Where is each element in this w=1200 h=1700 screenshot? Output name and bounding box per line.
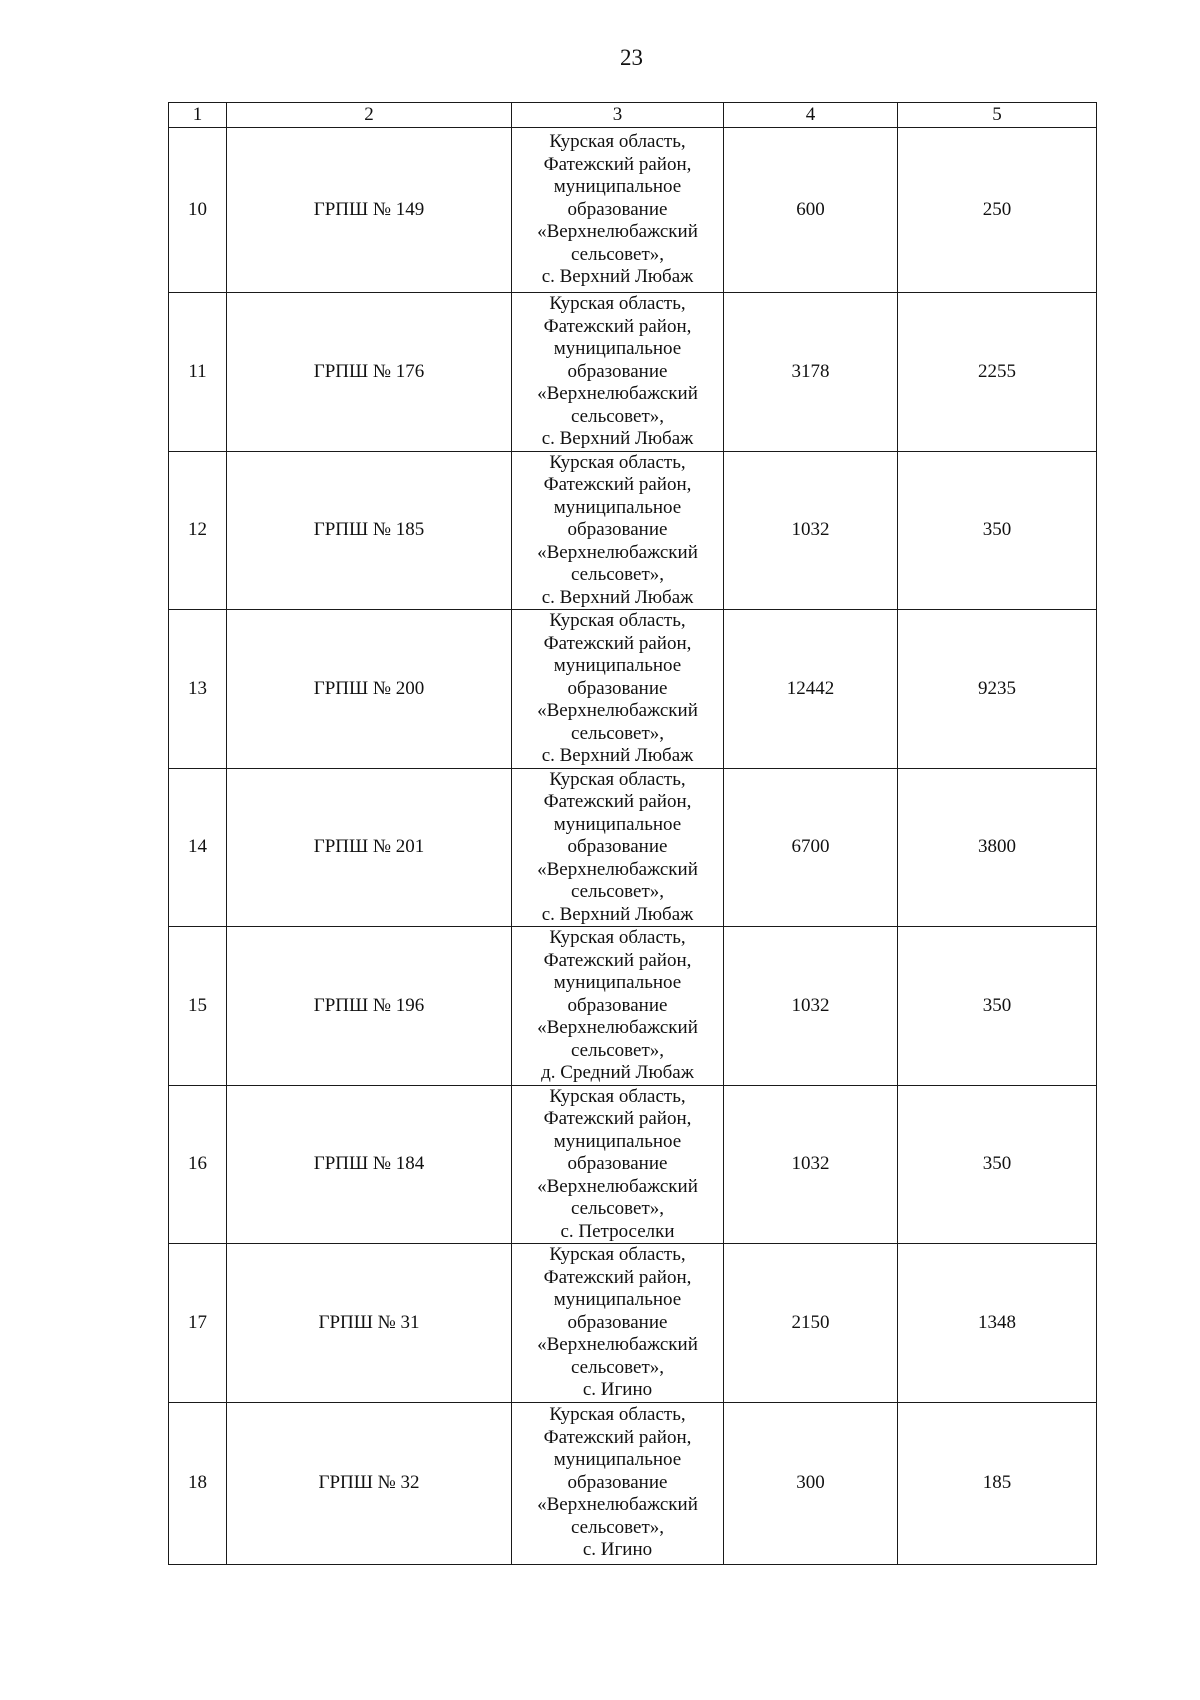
row-number-cell: 10 <box>169 128 227 293</box>
row-number-cell: 13 <box>169 610 227 769</box>
address-line: Курская область, <box>549 1085 686 1107</box>
address-line: «Верхнелюбажский <box>537 541 698 563</box>
address-line: образование <box>567 1471 668 1493</box>
object-name-cell: ГРПШ № 184 <box>227 1085 512 1244</box>
address-line: Курская область, <box>549 768 686 790</box>
address-line: образование <box>567 519 668 540</box>
address-line: Курская область, <box>549 293 686 314</box>
address-line: образование <box>567 360 668 382</box>
address-cell <box>512 128 724 293</box>
address-line: муниципальное <box>553 813 682 835</box>
address-line: Фатежский район, <box>543 1266 692 1288</box>
table-row <box>169 128 1097 293</box>
address-line: «Верхнелюбажский <box>537 1175 698 1197</box>
value-cell-col4: 1032 <box>724 1085 898 1244</box>
table-row <box>169 451 1097 610</box>
address-cell <box>512 768 724 927</box>
row-number-cell: 18 <box>169 1402 227 1564</box>
object-name-cell: ГРПШ № 32 <box>227 1402 512 1564</box>
address-line: муниципальное <box>553 972 682 993</box>
object-name-cell: ГРПШ № 31 <box>227 1244 512 1403</box>
address-line: «Верхнелюбажский <box>537 1494 698 1516</box>
address-cell <box>512 1244 724 1403</box>
address-cell <box>512 610 724 769</box>
address-line: сельсовет», <box>570 1516 665 1538</box>
address-cell <box>512 927 724 1086</box>
address-line: «Верхнелюбажский <box>537 221 698 243</box>
value-cell-col4: 2150 <box>724 1244 898 1403</box>
table-row <box>169 1085 1097 1244</box>
table-row <box>169 1402 1097 1564</box>
table-row <box>169 293 1097 452</box>
address-line: Фатежский район, <box>543 632 692 654</box>
address-line: сельсовет», <box>570 1198 665 1219</box>
address-line: муниципальное <box>553 1449 682 1471</box>
header-cell: 1 <box>169 103 227 128</box>
value-cell-col4: 1032 <box>724 451 898 610</box>
address-line: Фатежский район, <box>543 1426 692 1448</box>
value-cell-col5: 3800 <box>898 768 1097 927</box>
row-number-cell: 11 <box>169 293 227 452</box>
address-line: образование <box>567 677 668 699</box>
value-cell-col5: 9235 <box>898 610 1097 769</box>
value-cell-col5: 185 <box>898 1402 1097 1564</box>
value-cell-col4: 600 <box>724 128 898 293</box>
value-cell-col4: 3178 <box>724 293 898 452</box>
table-row <box>169 927 1097 1086</box>
value-cell-col5: 350 <box>898 1085 1097 1244</box>
address-line: образование <box>567 1311 668 1333</box>
header-cell: 4 <box>724 103 898 128</box>
row-number-cell: 12 <box>169 451 227 610</box>
address-line: с. Верхний Любаж <box>541 428 694 449</box>
address-line: д. Средний Любаж <box>541 1062 694 1083</box>
address-line: «Верхнелюбажский <box>537 1334 698 1355</box>
address-line: образование <box>567 198 668 220</box>
address-line: с. Верхний Любаж <box>541 903 694 925</box>
object-name-cell: ГРПШ № 201 <box>227 768 512 927</box>
row-number-cell: 15 <box>169 927 227 1086</box>
address-line: Фатежский район, <box>543 474 692 495</box>
address-cell <box>512 293 724 452</box>
table-row <box>169 1244 1097 1403</box>
address-line: образование <box>567 994 668 1016</box>
object-name-cell: ГРПШ № 196 <box>227 927 512 1086</box>
row-number-cell: 16 <box>169 1085 227 1244</box>
data-table <box>168 102 1097 1565</box>
table-header-row <box>169 103 1097 128</box>
value-cell-col5: 2255 <box>898 293 1097 452</box>
address-line: Курская область, <box>549 131 686 153</box>
address-cell <box>512 451 724 610</box>
address-line: с. Верхний Любаж <box>541 266 694 288</box>
address-line: сельсовет», <box>570 722 665 744</box>
address-line: сельсовет», <box>570 1039 665 1061</box>
value-cell-col5: 250 <box>898 128 1097 293</box>
table-row <box>169 610 1097 769</box>
address-line: Фатежский район, <box>543 315 692 337</box>
address-line: сельсовет», <box>570 564 665 585</box>
address-line: «Верхнелюбажский <box>537 1017 698 1038</box>
header-cell: 2 <box>227 103 512 128</box>
address-line: с. Верхний Любаж <box>541 586 694 608</box>
value-cell-col4: 1032 <box>724 927 898 1086</box>
row-number-cell: 17 <box>169 1244 227 1403</box>
address-line: сельсовет», <box>570 1356 665 1378</box>
object-name-cell: ГРПШ № 149 <box>227 128 512 293</box>
address-line: образование <box>567 836 668 857</box>
address-line: Курская область, <box>549 610 686 631</box>
address-line: Фатежский район, <box>543 949 692 971</box>
address-line: Курская область, <box>549 927 686 948</box>
value-cell-col5: 350 <box>898 451 1097 610</box>
address-line: сельсовет», <box>570 243 665 265</box>
row-number-cell: 14 <box>169 768 227 927</box>
address-line: муниципальное <box>553 1130 682 1152</box>
address-line: с. Игино <box>582 1539 653 1561</box>
address-line: Курская область, <box>549 1404 686 1426</box>
address-line: Курская область, <box>549 1244 686 1265</box>
header-cell: 3 <box>512 103 724 128</box>
address-line: с. Игино <box>582 1379 653 1400</box>
address-line: с. Петроселки <box>560 1220 675 1242</box>
address-cell <box>512 1402 724 1564</box>
address-line: Фатежский район, <box>543 153 692 175</box>
object-name-cell: ГРПШ № 185 <box>227 451 512 610</box>
address-line: Курская область, <box>549 451 686 473</box>
object-name-cell: ГРПШ № 176 <box>227 293 512 452</box>
address-line: Фатежский район, <box>543 1108 692 1129</box>
address-line: «Верхнелюбажский <box>537 383 698 404</box>
address-line: муниципальное <box>553 496 682 518</box>
header-cell: 5 <box>898 103 1097 128</box>
value-cell-col4: 300 <box>724 1402 898 1564</box>
object-name-cell: ГРПШ № 200 <box>227 610 512 769</box>
page-number: 23 <box>620 45 643 70</box>
table-row <box>169 768 1097 927</box>
address-cell <box>512 1085 724 1244</box>
address-line: сельсовет», <box>570 405 665 427</box>
value-cell-col5: 350 <box>898 927 1097 1086</box>
address-line: образование <box>567 1153 668 1174</box>
value-cell-col4: 12442 <box>724 610 898 769</box>
address-line: «Верхнелюбажский <box>537 858 698 880</box>
address-line: муниципальное <box>553 176 682 198</box>
address-line: «Верхнелюбажский <box>537 700 698 721</box>
address-line: муниципальное <box>553 655 682 676</box>
address-line: Фатежский район, <box>543 791 692 812</box>
value-cell-col4: 6700 <box>724 768 898 927</box>
address-line: с. Верхний Любаж <box>541 745 694 766</box>
address-line: сельсовет», <box>570 881 665 902</box>
address-line: муниципальное <box>553 1289 682 1310</box>
address-line: муниципальное <box>553 338 682 359</box>
value-cell-col5: 1348 <box>898 1244 1097 1403</box>
